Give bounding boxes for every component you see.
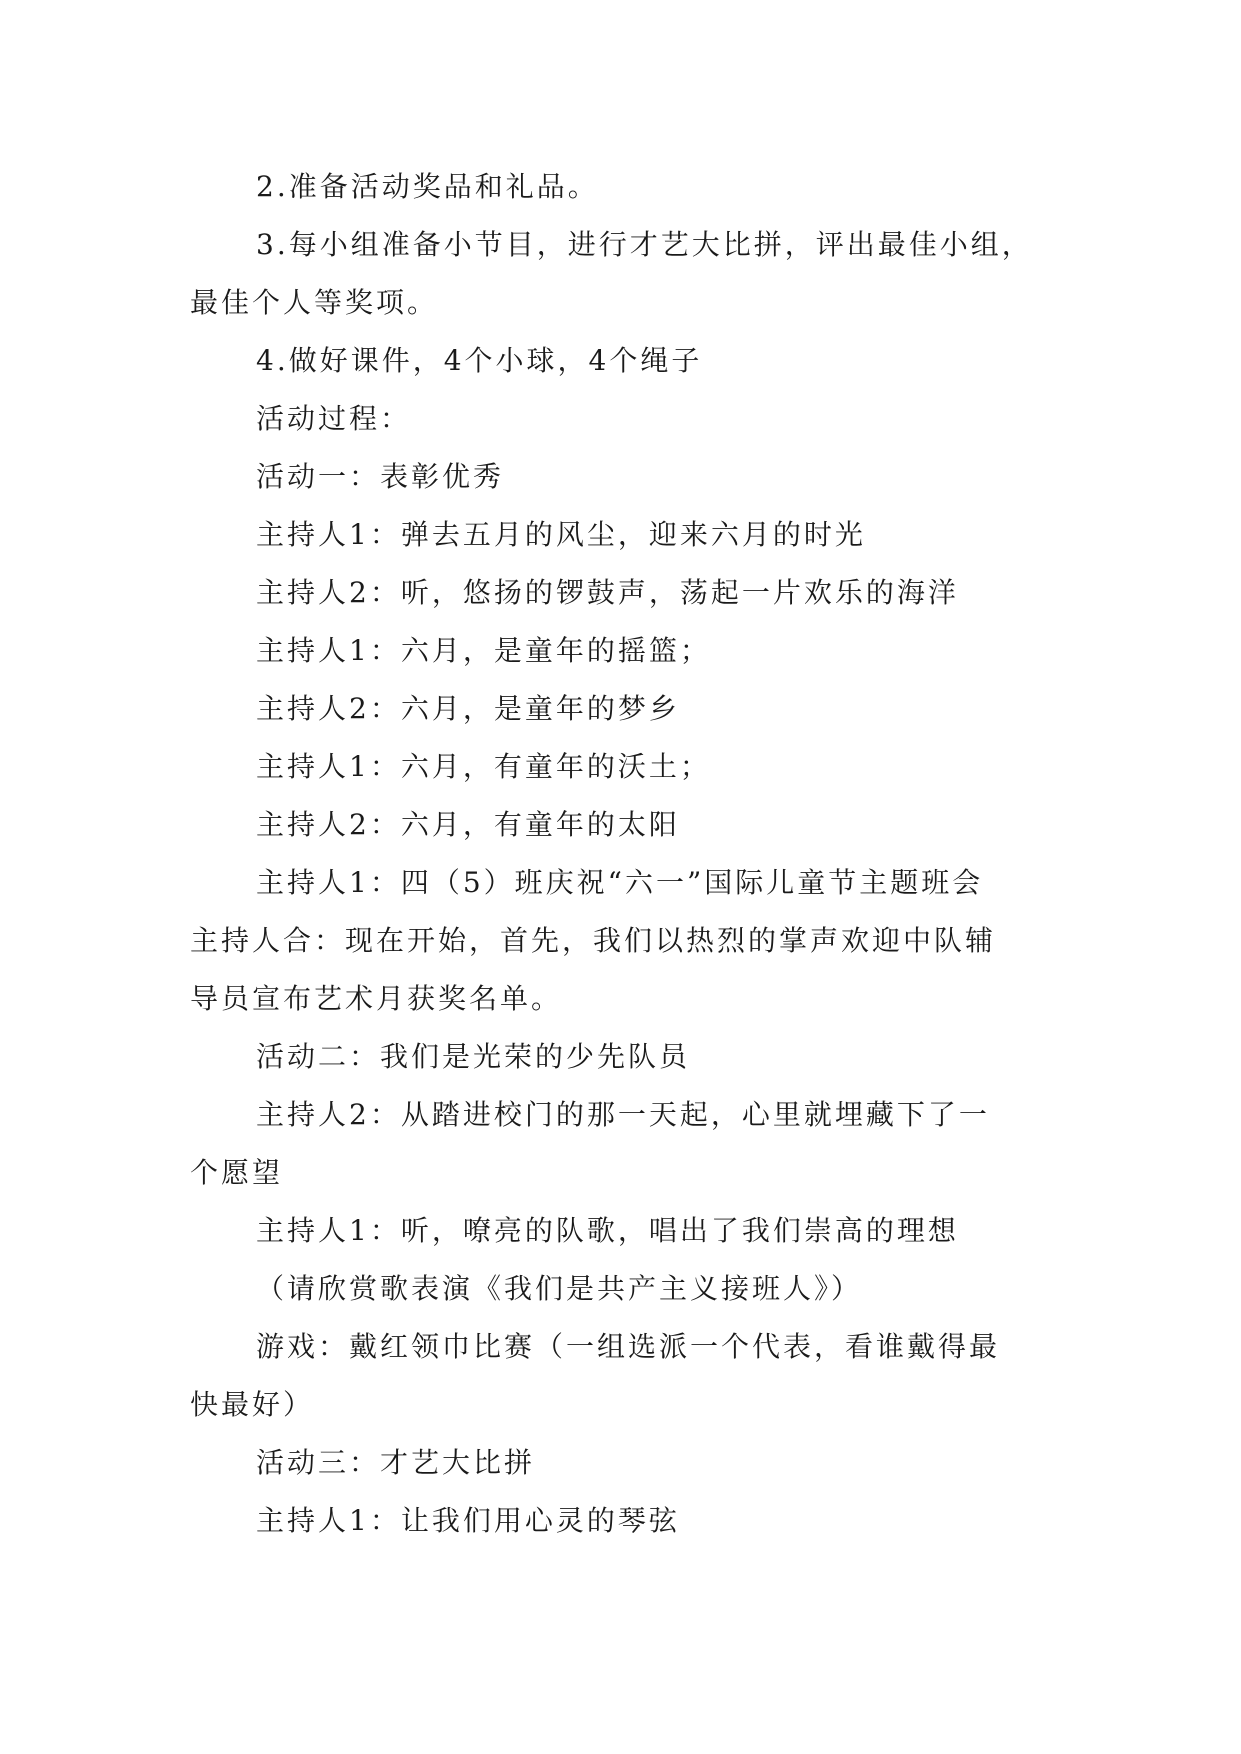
paragraph-line: 导员宣布艺术月获奖名单。	[190, 982, 563, 1015]
paragraph-line: 主持人1：让我们用心灵的琴弦	[256, 1504, 680, 1537]
paragraph-line: 活动三：才艺大比拼	[256, 1446, 536, 1479]
paragraph-line: 快最好）	[190, 1388, 315, 1421]
paragraph-line: 主持人1：四（5）班庆祝“六一”国际儿童节主题班会	[256, 866, 984, 899]
paragraph-line: （请欣赏歌表演《我们是共产主义接班人》）	[256, 1272, 863, 1305]
paragraph-line: 个愿望	[190, 1156, 284, 1189]
paragraph-line: 主持人2：从踏进校门的那一天起，心里就埋藏下了一	[256, 1098, 990, 1131]
paragraph-line: 主持人1：弹去五月的风尘，迎来六月的时光	[256, 518, 866, 551]
paragraph-line: 主持人合：现在开始，首先，我们以热烈的掌声欢迎中队辅	[190, 924, 997, 957]
document-body	[190, 158, 1056, 1550]
paragraph-line: 主持人1：六月，是童年的摇篮；	[256, 634, 711, 667]
paragraph-line: 3.每小组准备小节目，进行才艺大比拼，评出最佳小组，	[256, 228, 1033, 261]
paragraph-line: 主持人2：六月，是童年的梦乡	[256, 692, 680, 725]
paragraph-line: 活动过程：	[256, 402, 412, 435]
paragraph-line: 主持人2：听，悠扬的锣鼓声，荡起一片欢乐的海洋	[256, 576, 959, 609]
paragraph-line: 主持人2：六月，有童年的太阳	[256, 808, 680, 841]
paragraph-line: 最佳个人等奖项。	[190, 286, 439, 319]
paragraph-line: 活动一：表彰优秀	[256, 460, 505, 493]
paragraph-line: 主持人1：六月，有童年的沃土；	[256, 750, 711, 783]
paragraph-line: 游戏：戴红领巾比赛（一组选派一个代表，看谁戴得最	[256, 1330, 1001, 1363]
paragraph-line: 4.做好课件，4个小球，4个绳子	[256, 344, 703, 377]
paragraph-line: 活动二：我们是光荣的少先队员	[256, 1040, 691, 1073]
paragraph-line: 主持人1：听，嘹亮的队歌，唱出了我们崇高的理想	[256, 1214, 959, 1247]
paragraph-line: 2.准备活动奖品和礼品。	[256, 170, 599, 203]
